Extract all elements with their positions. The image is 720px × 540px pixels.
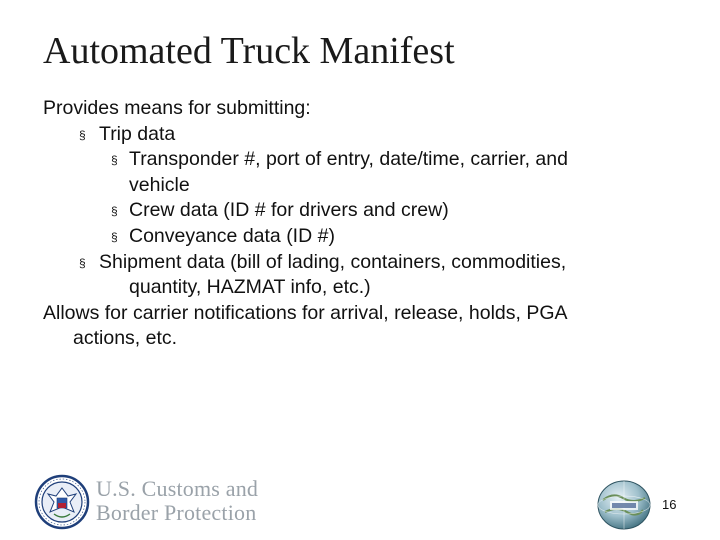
allows-line [43, 301, 693, 352]
bullet-text: Crew data (ID # for drivers and crew) [129, 199, 449, 222]
dhs-seal-icon [34, 474, 90, 530]
bullet-text: Conveyance data (ID #) [129, 224, 335, 247]
bullet-conveyance-data [43, 224, 693, 250]
allows-text-continued: actions, etc. [73, 327, 178, 350]
agency-name-line1: U.S. Customs and [96, 476, 259, 501]
bullet-transponder [43, 147, 693, 198]
intro-line: Provides means for submitting: [43, 97, 311, 119]
bullet-shipment-data [43, 250, 693, 301]
bullet-text-continued: quantity, HAZMAT info, etc.) [129, 276, 371, 299]
bullet-text: Transponder #, port of entry, date/time, carrier, and [129, 148, 568, 171]
slide-title: Automated Truck Manifest [43, 30, 455, 72]
allows-text: Allows for carrier notifications for arrival, release, holds, PGA [43, 301, 568, 324]
ace-globe-icon [593, 478, 655, 532]
agency-name-line2: Border Protection [96, 500, 257, 525]
bullet-text-continued: vehicle [129, 173, 190, 196]
slide-body [43, 96, 693, 352]
bullet-icon: § [111, 153, 118, 168]
page-number: 16 [662, 497, 677, 512]
bullet-text: Trip data [99, 122, 176, 145]
bullet-icon: § [79, 255, 86, 270]
bullet-crew-data [43, 198, 693, 224]
bullet-icon: § [79, 127, 86, 142]
cbp-logo [34, 474, 284, 530]
bullet-icon: § [111, 229, 118, 244]
bullet-icon: § [111, 204, 118, 219]
bullet-text: Shipment data (bill of lading, containers, commodities, [99, 250, 567, 273]
bullet-trip-data [43, 122, 693, 148]
